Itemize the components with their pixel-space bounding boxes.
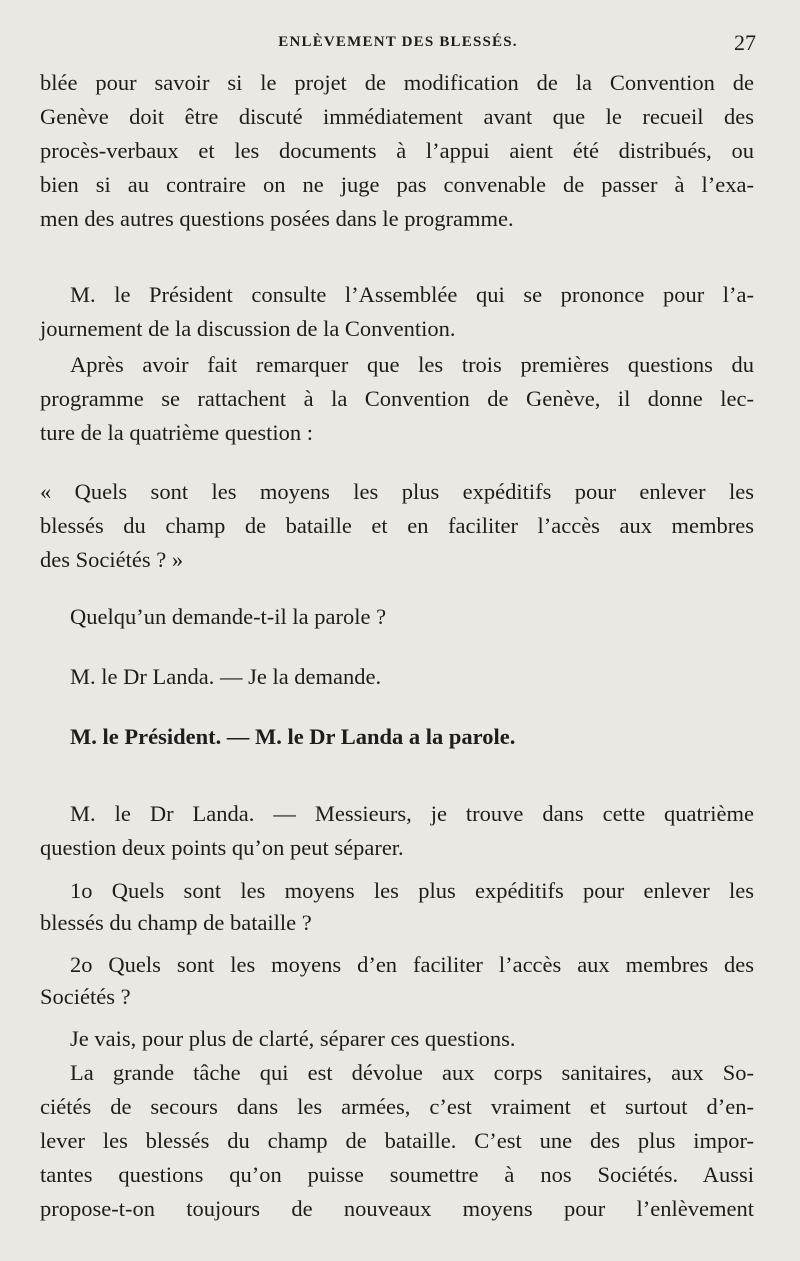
text-line: programme se rattachent à la Convention de Genève, il donne lec- bbox=[40, 386, 754, 411]
text-line: ciétés de secours dans les armées, c’est vraiment et surtout d’en- bbox=[40, 1094, 754, 1119]
text-line: 2o Quels sont les moyens d’en faciliter l’accès aux membres des bbox=[70, 952, 754, 977]
text-line: blessés du champ de bataille ? bbox=[40, 910, 312, 935]
text-line: blée pour savoir si le projet de modification de la Convention de bbox=[40, 70, 754, 95]
text-line: question deux points qu’on peut séparer. bbox=[40, 835, 404, 860]
text-line: Genève doit être discuté immédiatement avant que le recueil des bbox=[40, 104, 754, 129]
text-line: tantes questions qu’on puisse soumettre à nos Sociétés. Aussi bbox=[40, 1162, 754, 1187]
text-line: La grande tâche qui est dévolue aux corps sanitaires, aux So- bbox=[70, 1060, 754, 1085]
text-line: M. le Président consulte l’Assemblée qui se prononce pour l’a- bbox=[70, 282, 754, 307]
text-line: Je vais, pour plus de clarté, séparer ces questions. bbox=[70, 1026, 516, 1051]
text-line: journement de la discussion de la Convention. bbox=[40, 316, 456, 341]
page-number: 27 bbox=[734, 30, 756, 55]
page-header bbox=[40, 30, 756, 58]
text-line: lever les blessés du champ de bataille. C’est une des plus impor- bbox=[40, 1128, 754, 1153]
text-line: blessés du champ de bataille et en faciliter l’accès aux membres bbox=[40, 513, 754, 538]
text-line: men des autres questions posées dans le programme. bbox=[40, 206, 514, 231]
text-line: propose-t-on toujours de nouveaux moyens pour l’enlèvement bbox=[40, 1196, 754, 1221]
text-line: 1o Quels sont les moyens les plus expéditifs pour enlever les bbox=[70, 878, 754, 903]
speaker-line: M. le Président. — M. le Dr Landa a la parole. bbox=[70, 724, 516, 749]
text-line: procès-verbaux et les documents à l’appui aient été distribués, ou bbox=[40, 138, 754, 163]
text-line: « Quels sont les moyens les plus expéditifs pour enlever les bbox=[40, 479, 754, 504]
text-line: Après avoir fait remarquer que les trois premières questions du bbox=[70, 352, 754, 377]
running-head: ENLÈVEMENT DES BLESSÉS. bbox=[278, 34, 518, 50]
text-line: Sociétés ? bbox=[40, 984, 131, 1009]
text-line: des Sociétés ? » bbox=[40, 547, 184, 572]
speaker-line: M. le Dr Landa. — Messieurs, je trouve dans cette quatrième bbox=[70, 801, 754, 826]
text-line: bien si au contraire on ne juge pas convenable de passer à l’exa- bbox=[40, 172, 754, 197]
text-line: Quelqu’un demande-t-il la parole ? bbox=[70, 604, 387, 629]
text-line: ture de la quatrième question : bbox=[40, 420, 314, 445]
speaker-line: M. le Dr Landa. — Je la demande. bbox=[70, 664, 382, 689]
